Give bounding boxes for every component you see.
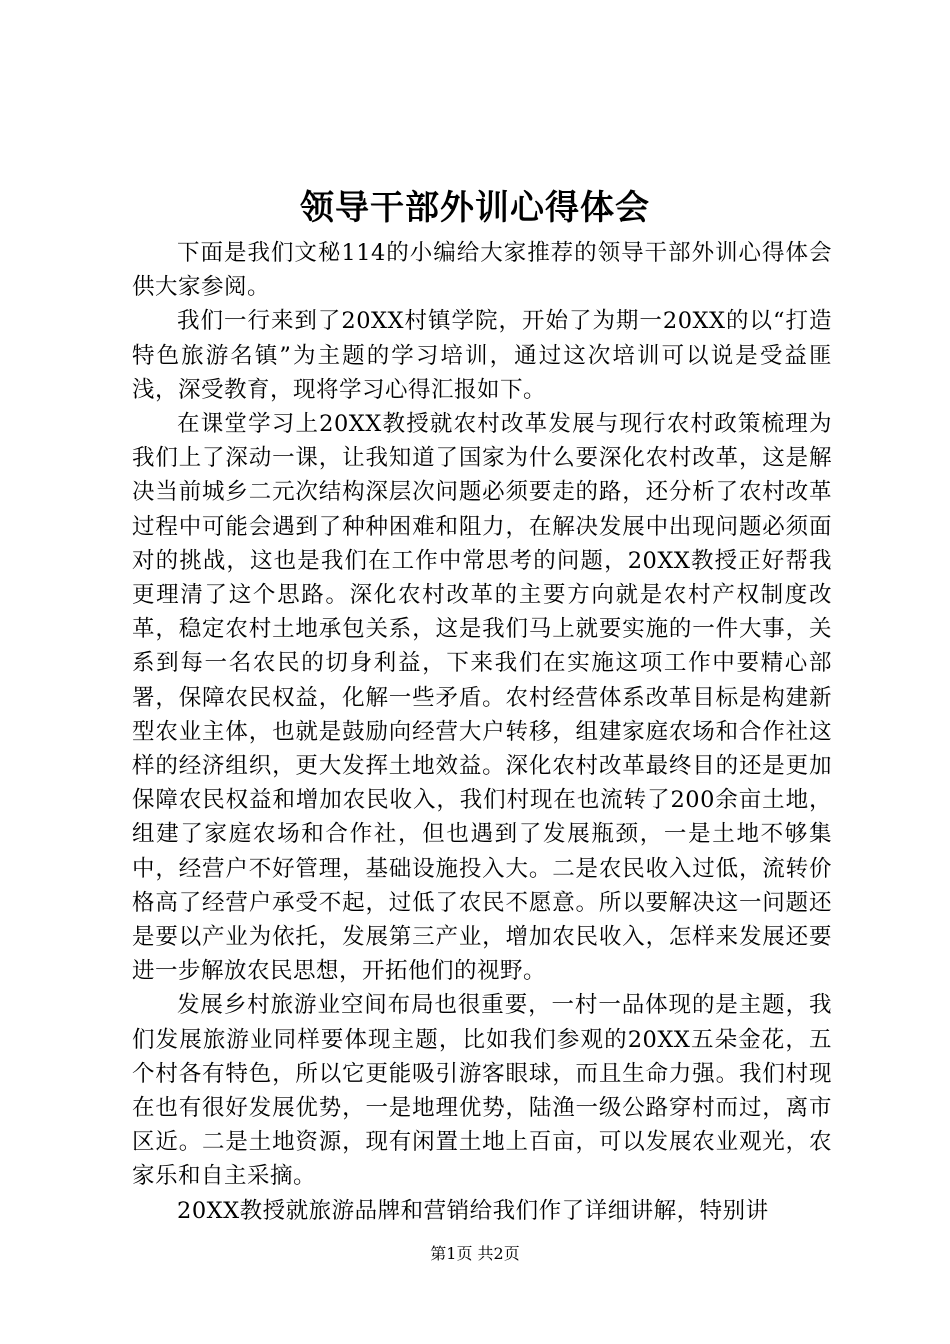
paragraph-intro: 下面是我们文秘114的小编给大家推荐的领导干部外训心得体会供大家参阅。: [132, 240, 832, 301]
page-title: 领导干部外训心得体会: [300, 188, 650, 228]
paragraph-training: 我们一行来到了20XX村镇学院，开始了为期一20XX的以“打造特色旅游名镇”为主题的学习培训，通过这次培训可以说是受益匪浅，深受教育，现将学习心得汇报如下。: [132, 308, 832, 403]
paragraph-tourism-layout: 发展乡村旅游业空间布局也很重要，一村一品体现的是主题，我们发展旅游业同样要体现主题，比如我们参观的20XX五朵金花，五个村各有特色，所以它更能吸引游客眼球，而且生命力强。我们村现在也有很好发展优势，一是地理优势，陆渔一级公路穿村而过，离市区近。二是土地资源，现有闲置土地上百亩，可以发展农业观光，农家乐和自主采摘。: [132, 992, 832, 1190]
document-body: [132, 236, 832, 1228]
paragraph-branding: 20XX教授就旅游品牌和营销给我们作了详细讲解，特别讲: [177, 1197, 769, 1224]
paragraph-classroom: 在课堂学习上20XX教授就农村改革发展与现行农村政策梳理为我们上了深动一课，让我知道了国家为什么要深化农村改革，这是解决当前城乡二元次结构深层次问题必须要走的路，还分析了农村改革过程中可能会遇到了种种困难和阻力，在解决发展中出现问题必须面对的挑战，这也是我们在工作中常思考的问题，20XX教授正好帮我更理清了这个思路。深化农村改革的主要方向就是农村产权制度改革，稳定农村土地承包关系，这是我们马上就要实施的一件大事，关系到每一名农民的切身利益，下来我们在实施这项工作中要精心部署，保障农民权益，化解一些矛盾。农村经营体系改革目标是构建新型农业主体，也就是鼓励向经营大户转移，组建家庭农场和合作社这样的经济组织，更大发挥土地效益。深化农村改革最终目的还是更加保障农民权益和增加农民收入，我们村现在也流转了200余亩土地，组建了家庭农场和合作社，但也遇到了发展瓶颈，一是土地不够集中，经营户不好管理，基础设施投入大。二是农民收入过低，流转价格高了经营户承受不起，过低了农民不愿意。所以要解决这一问题还是要以产业为依托，发展第三产业，增加农民收入，怎样来发展还要进一步解放农民思想，开拓他们的视野。: [132, 411, 832, 985]
page-footer: 第1页 共2页: [430, 1244, 520, 1263]
